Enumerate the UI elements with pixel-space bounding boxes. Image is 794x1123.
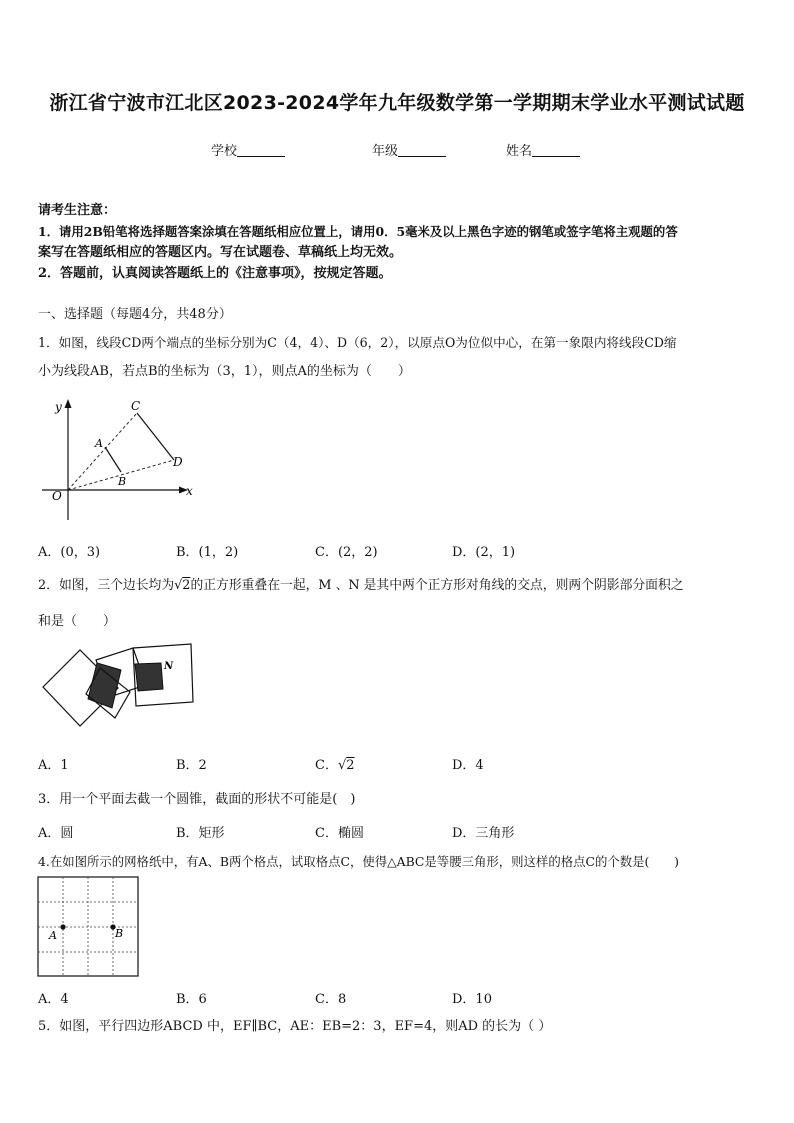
name-blank[interactable]: [532, 144, 580, 157]
label-c: C: [131, 399, 141, 413]
y-axis-arrow-icon: [65, 399, 72, 408]
q3-option-d[interactable]: D．三角形: [452, 826, 515, 841]
notice-heading: 请考生注意：: [38, 203, 117, 218]
q2-line2: 和是（ ）: [38, 614, 117, 629]
q4-option-c[interactable]: C．8: [315, 992, 347, 1007]
label-o: O: [52, 489, 62, 503]
q2-option-c-radicand: 2: [346, 758, 355, 773]
q1-line1: 1．如图，线段CD两个端点的坐标分别为C（4，4）、D（6，2），以原点O为位似中心，在第一象限内将线段CD缩: [38, 335, 677, 350]
name-label: 姓名: [506, 144, 533, 159]
q3-line1: 3．用一个平面去截一个圆锥，截面的形状不可能是( ): [38, 792, 356, 807]
q4-line1: 4.在如图所示的网格纸中，有A、B两个格点，试取格点C，使得△ABC是等腰三角形，则这样的格点C的个数是( ): [38, 854, 679, 869]
ray-oc: [68, 413, 137, 490]
segment-ab: [105, 447, 121, 472]
q1-figure: [38, 396, 198, 522]
notice-item1-line2: 案写在答题纸相应的答题区内。写在试题卷、草稿纸上均无效。: [38, 245, 403, 260]
q2-line1-after: 的正方形重叠在一起，M 、N 是其中两个正方形对角线的交点，则两个阴影部分面积之: [190, 578, 684, 593]
segment-cd: [137, 413, 174, 460]
label-b: B: [118, 475, 127, 488]
label-x: x: [186, 484, 193, 498]
q3-option-b[interactable]: B．矩形: [176, 826, 225, 841]
q5-line1: 5．如图，平行四边形ABCD 中，EF∥BC，AE：EB=2：3，EF=4，则AD 的长为（ ）: [38, 1019, 552, 1034]
q1-option-c[interactable]: C．(2，2): [315, 545, 378, 560]
point-a: [60, 924, 65, 929]
q4-option-a[interactable]: A．4: [38, 992, 69, 1007]
q1-option-b[interactable]: B．(1，2): [176, 545, 239, 560]
q2-option-d[interactable]: D．4: [452, 758, 484, 773]
label-m: M: [120, 675, 132, 686]
section1-heading: 一、选择题（每题4分，共48分）: [38, 307, 232, 322]
q4-grid-figure: [37, 876, 141, 978]
school-field[interactable]: [211, 140, 285, 159]
label-d: D: [173, 455, 183, 469]
q3-option-c[interactable]: C．椭圆: [315, 826, 364, 841]
q4-option-d[interactable]: D．10: [452, 992, 492, 1007]
q1-line2: 小为线段AB，若点B的坐标为（3，1），则点A的坐标为（ ）: [38, 364, 411, 379]
shaded-region-2: [135, 663, 163, 691]
label-a: A: [49, 929, 57, 942]
notice-item1-line1: 1．请用2B铅笔将选择题答案涂填在答题纸相应位置上，请用0．5毫米及以上黑色字迹的钢笔或签字笔将主观题的答: [38, 224, 678, 239]
sqrt-icon: √: [337, 758, 347, 773]
label-b: B: [115, 927, 124, 940]
q2-line1: [38, 576, 684, 596]
page-title: 浙江省宁波市江北区2023-2024学年九年级数学第一学期期末学业水平测试试题: [49, 92, 745, 114]
q2-option-b[interactable]: B．2: [176, 758, 207, 773]
label-n: N: [164, 661, 174, 672]
q3-option-a[interactable]: A．圆: [38, 826, 74, 841]
grade-field[interactable]: [372, 140, 446, 159]
q1-option-d[interactable]: D．(2，1): [452, 545, 516, 560]
q2-figure: [40, 640, 200, 740]
name-field[interactable]: [506, 140, 580, 159]
school-blank[interactable]: [237, 144, 285, 157]
grade-blank[interactable]: [398, 144, 446, 157]
q2-option-c-prefix: C．: [315, 758, 338, 773]
q4-option-b[interactable]: B．6: [176, 992, 207, 1007]
q2-line1-before: 2．如图，三个边长均为: [38, 578, 175, 593]
q1-option-a[interactable]: A．(0，3): [38, 545, 101, 560]
school-label: 学校: [211, 144, 238, 159]
q2-option-a[interactable]: A．1: [38, 758, 69, 773]
sqrt-icon: √: [174, 578, 183, 593]
shaded-region-1: [88, 663, 121, 708]
label-a: A: [95, 437, 103, 450]
q2-radicand: 2: [182, 578, 191, 593]
label-y: y: [55, 400, 62, 414]
grade-label: 年级: [372, 144, 399, 159]
q2-option-c[interactable]: [315, 754, 355, 773]
notice-item2: 2．答题前，认真阅读答题纸上的《注意事项》，按规定答题。: [38, 266, 392, 281]
